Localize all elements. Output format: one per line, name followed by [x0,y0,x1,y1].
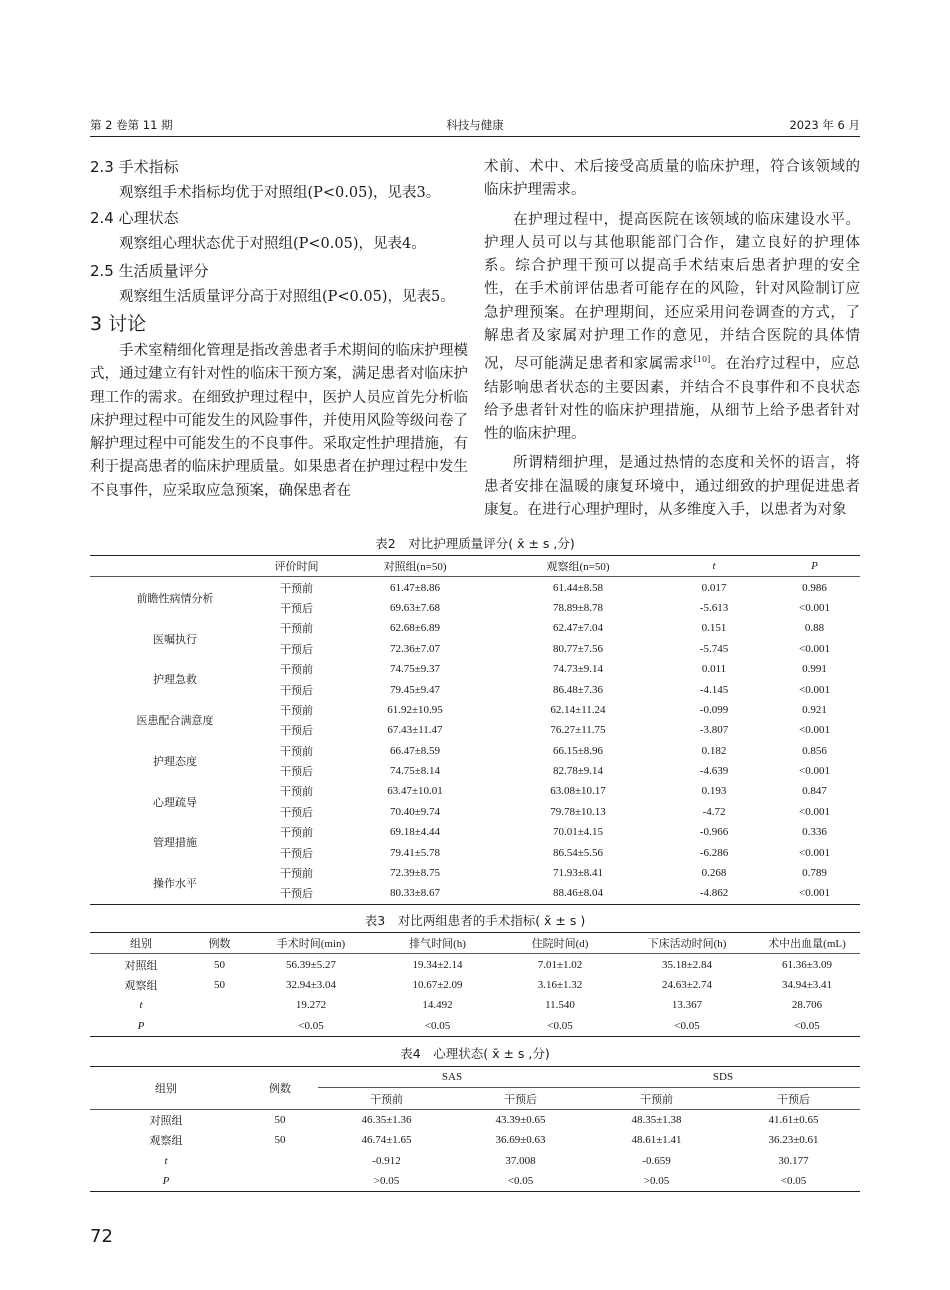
table-row [90,1151,860,1171]
table-cell: 0.336 [802,826,827,839]
table-4-header-count: 例数 [242,1067,318,1110]
table-cell: 7.01±1.02 [537,958,583,971]
table-cell [192,1016,247,1037]
table-cell [242,1151,318,1171]
row-group-label: 心理疏导 [153,796,197,809]
table-cell: 0.193 [701,785,727,798]
table-cell: 76.27±11.75 [550,724,606,737]
row-group-label: 操作水平 [153,878,197,891]
header-rule [90,136,860,137]
table-3-header-cell: 术中出血量(mL) [754,933,860,954]
header-date: 2023 年 6 月 [789,118,860,132]
table-4-subheader-cell: 干预前 [586,1088,727,1109]
table-cell: <0.001 [799,683,830,696]
section-2-5-text: 观察组生活质量评分高于对照组(P<0.05)，见表5。 [119,289,455,305]
table-cell: 66.47±8.59 [389,744,441,757]
table-cell: 0.182 [701,744,727,757]
table-row [90,1171,860,1192]
table-cell: 19.272 [295,999,327,1012]
table-2-header-cell: t [659,556,769,577]
table-cell: 63.47±10.01 [387,785,443,798]
table-cell: 80.33±8.67 [389,887,441,900]
table-2-header-row [90,556,860,577]
table-cell: 66.15±8.96 [552,744,604,757]
table-cell: 70.40±9.74 [389,805,441,818]
table-4-header-sas: SAS [318,1067,586,1088]
table-cell: 干预前 [280,704,313,717]
table-4-subheader-cell: 干预后 [455,1088,586,1109]
table-cell: 88.46±8.04 [552,887,604,900]
table-cell: 0.268 [701,867,727,880]
section-3-title: 3 讨论 [90,313,147,335]
table-cell: <0.05 [780,1175,807,1188]
paragraph-2-text-b: 。在治疗过程中，应总结影响患者状态的主要因素，并结合不良事件和不良状态给予患者针对性的临床护理措施，从细节上给予患者针对性的临床护理。 [484,356,861,443]
table-cell: 干预后 [280,643,313,656]
section-2-3-title: 2.3 手术指标 [90,158,179,176]
table-cell: >0.05 [643,1175,670,1188]
table-cell: 对照组 [124,959,158,972]
table-cell: 61.44±8.58 [552,581,604,594]
table-cell: <0.001 [799,601,830,614]
table-cell: -5.745 [699,642,729,655]
table-cell: 69.63±7.68 [389,601,441,614]
table-4-header-row [90,1067,860,1088]
table-3-header-cell: 例数 [192,933,247,954]
row-group-label: 护理态度 [153,755,197,768]
paragraph-2-text-a: 在护理过程中，提高医院在该领域的临床建设水平。护理人员可以与其他职能部门合作，建立良好的护理体系。综合护理干预可以提高手术结束后患者护理的安全性，在手术前评估患者可能存在的风险，针对风险制订应急护理预案。在护理期间，还应采用问卷调查的方式，了解患者及家属对护理工作的意见，并结合医院的具体情况，尽可能满足患者和家属需求 [484,211,860,373]
table-cell: 对照组 [149,1114,183,1127]
table-cell: 0.017 [701,581,727,594]
table-cell: 0.986 [802,581,827,594]
table-row [90,995,860,1015]
table-cell: 3.16±1.32 [537,978,583,991]
table-cell: 48.61±1.41 [631,1134,682,1147]
table-2-header-cell: 对照组(n=50) [333,556,497,577]
table-cell: 86.48±7.36 [552,683,604,696]
table-cell: 干预后 [280,806,313,819]
table-row [90,822,860,842]
table-cell: 62.14±11.24 [550,703,606,716]
table-2-header-cell: 评价时间 [260,556,333,577]
header-journal-title: 科技与健康 [446,118,504,132]
table-4-header-group: 组别 [90,1067,242,1110]
table-cell: 79.41±5.78 [389,846,441,859]
table-cell: 干预后 [280,888,313,901]
row-group-label: 管理措施 [153,837,197,850]
table-2-header-cell [90,556,260,577]
table-3-header-cell: 组别 [90,933,192,954]
row-group-label: 医嘱执行 [153,633,197,646]
table-cell: -6.286 [699,846,729,859]
table-cell: 32.94±3.04 [285,978,337,991]
table-cell: 0.847 [802,785,827,798]
table-cell: 79.78±10.13 [550,805,606,818]
left-column [90,156,468,503]
section-2-4-text: 观察组心理状态优于对照组(P<0.05)，见表4。 [119,236,426,252]
table-row [90,954,860,975]
table-cell: 71.93±8.41 [552,867,604,880]
table-cell: 62.47±7.04 [552,622,604,635]
table-cell: -3.807 [699,724,729,737]
table-cell: 干预后 [280,684,313,697]
table-cell: 干预前 [280,868,313,881]
table-cell: <0.001 [799,642,830,655]
table-cell: 0.789 [802,867,827,880]
table-row [90,741,860,761]
table-4 [90,1066,860,1192]
table-row [90,618,860,638]
table-cell: 36.23±0.61 [768,1134,819,1147]
table-cell: P [162,1175,170,1188]
table-cell: 43.39±0.65 [495,1113,546,1126]
table-3-header-cell: 住院时间(d) [500,933,620,954]
page-number: 72 [90,1226,113,1247]
table-cell: -4.639 [699,765,729,778]
table-cell: 48.35±1.38 [631,1113,682,1126]
table-cell: 观察组 [124,979,158,992]
table-4-subheader-cell: 干预前 [318,1088,455,1109]
table-cell: 干预前 [280,745,313,758]
table-cell: 19.34±2.14 [412,958,463,971]
table-cell: -0.912 [372,1154,401,1167]
table-cell: -0.099 [699,703,729,716]
table-cell: 50 [214,978,225,991]
table-cell: 62.68±6.89 [389,622,441,635]
table-row [90,1130,860,1150]
table-cell: 0.991 [802,663,827,676]
table-3-header-cell: 排气时间(h) [375,933,500,954]
table-row [90,863,860,883]
table-cell: <0.05 [794,1019,820,1032]
section-2-4-title: 2.4 心理状态 [90,209,179,227]
table-row [90,781,860,801]
table-cell: 干预后 [280,602,313,615]
table-cell: 0.011 [701,663,727,676]
table-cell: 80.77±7.56 [552,642,604,655]
header-journal-issue: 第 2 卷第 11 期 [90,118,173,132]
table-cell: 67.43±11.47 [387,724,443,737]
table-cell: 0.856 [802,744,827,757]
table-cell: <0.05 [547,1019,573,1032]
row-group-label: 医患配合满意度 [136,715,214,728]
table-cell: 72.36±7.07 [389,642,441,655]
table-cell: 观察组 [149,1135,183,1148]
table-cell: -4.145 [699,683,729,696]
table-cell: <0.05 [674,1019,700,1032]
table-cell: 74.73±9.14 [552,663,604,676]
table-cell: 28.706 [791,999,823,1012]
table-cell: t [164,1154,168,1167]
table-cell: 61.36±3.09 [781,958,833,971]
right-paragraph-1: 术前、术中、术后接受高质量的临床护理，符合该领域的临床护理需求。 [484,159,860,199]
table-row [90,700,860,720]
table-cell: 0.88 [804,622,825,635]
table-cell: 50 [214,958,225,971]
table-cell [192,995,247,1015]
table-cell: 11.540 [545,999,575,1012]
table-cell: 干预前 [280,582,313,595]
row-group-label: 护理急救 [153,674,197,687]
table-3-header-cell: 手术时间(min) [247,933,375,954]
table-row [90,577,860,598]
right-paragraph-3: 所谓精细护理，是通过热情的态度和关怀的语言，将患者安排在温暖的康复环境中，通过细致的护理促进患者康复。在进行心理护理时，从多维度入手，以患者为对象 [484,455,860,518]
table-row [90,659,860,679]
table-cell: 36.69±0.63 [495,1134,546,1147]
table-cell: -4.862 [699,887,729,900]
table-cell: <0.001 [799,846,830,859]
table-3-caption: 表3 对比两组患者的手术指标( x̄ ± s ) [364,913,586,928]
table-4-subheader-cell: 干预后 [727,1088,860,1109]
table-cell: <0.001 [799,805,830,818]
table-row [90,1109,860,1130]
citation-ref-10: [10] [693,355,711,365]
table-cell: 50 [274,1113,286,1126]
table-cell: -4.72 [702,805,726,818]
table-cell: 61.47±8.86 [389,581,441,594]
table-3 [90,932,860,1037]
table-cell: 63.08±10.17 [550,785,606,798]
table-cell: <0.05 [507,1175,534,1188]
table-row [90,975,860,995]
table-cell: -0.659 [642,1154,671,1167]
section-3-text: 手术室精细化管理是指改善患者手术期间的临床护理模式，通过建立有针对性的临床干预方案，满足患者对临床护理工作的需求。在细致护理过程中，医护人员应首先分析临床护理过程中可能发生的风险事件，并使用风险等级问卷了解护理过程中可能发生的不良事件。采取定性护理措施，有利于提高患者的临床护理质量。如果患者在护理过程中发生不良事件，应采取应急预案，确保患者在 [90,343,468,499]
table-cell: <0.05 [424,1019,451,1032]
table-cell: 干预前 [280,623,313,636]
table-cell: <0.001 [799,887,830,900]
table-cell [242,1171,318,1192]
table-cell: 70.01±4.15 [552,826,604,839]
table-2-caption: 表2 对比护理质量评分( x̄ ± s ,分) [375,536,575,551]
table-cell: 37.008 [505,1154,536,1167]
table-cell: 74.75±9.37 [389,663,441,676]
table-cell: 24.63±2.74 [661,978,713,991]
table-cell: 72.39±8.75 [389,867,441,880]
table-cell: 78.89±8.78 [552,601,604,614]
table-2-header-cell: 观察组(n=50) [497,556,659,577]
table-cell: 0.921 [802,703,827,716]
table-cell: <0.05 [298,1019,324,1032]
table-4-header-sds: SDS [586,1067,860,1088]
table-cell: 35.18±2.84 [661,958,713,971]
table-cell: <0.001 [799,724,830,737]
table-cell: 干预后 [280,766,313,779]
table-2 [90,555,860,905]
table-3-header-cell: 下床活动时间(h) [620,933,754,954]
table-cell: 干预后 [280,725,313,738]
right-paragraph-2 [484,209,860,447]
table-row [90,1016,860,1037]
table-cell: 干预前 [280,786,313,799]
table-cell: 82.78±9.14 [552,765,604,778]
section-2-5-title: 2.5 生活质量评分 [90,262,209,280]
table-cell: <0.001 [799,765,830,778]
table-cell: 79.45±9.47 [389,683,441,696]
table-cell: >0.05 [373,1175,400,1188]
table-cell: -0.966 [699,826,729,839]
right-column [484,156,860,522]
table-cell: 46.74±1.65 [361,1134,412,1147]
table-2-header-cell: P [769,556,860,577]
table-cell: 69.18±4.44 [389,826,441,839]
table-cell: 56.39±5.27 [285,958,337,971]
table-3-header-row [90,933,860,954]
table-cell: 13.367 [671,999,703,1012]
table-4-caption: 表4 心理状态( x̄ ± s ,分) [400,1046,550,1061]
table-cell: 46.35±1.36 [361,1113,412,1126]
table-cell: P [137,1019,145,1032]
table-cell: 41.61±0.65 [768,1113,819,1126]
table-cell: t [139,999,143,1012]
table-cell: 10.67±2.09 [412,978,463,991]
table-cell: 86.54±5.56 [552,846,604,859]
table-cell: 干预后 [280,847,313,860]
table-cell: 干预前 [280,827,313,840]
table-cell: 0.151 [701,622,727,635]
table-cell: 74.75±8.14 [389,765,441,778]
table-cell: 50 [274,1134,286,1147]
table-cell: 61.92±10.95 [387,703,443,716]
section-2-3-text: 观察组手术指标均优于对照组(P<0.05)，见表3。 [119,185,441,201]
table-cell: 30.177 [778,1154,809,1167]
table-cell: -5.613 [699,601,729,614]
table-cell: 干预前 [280,664,313,677]
row-group-label: 前瞻性病情分析 [136,592,214,605]
table-cell: 14.492 [422,999,453,1012]
table-cell: 34.94±3.41 [781,978,833,991]
